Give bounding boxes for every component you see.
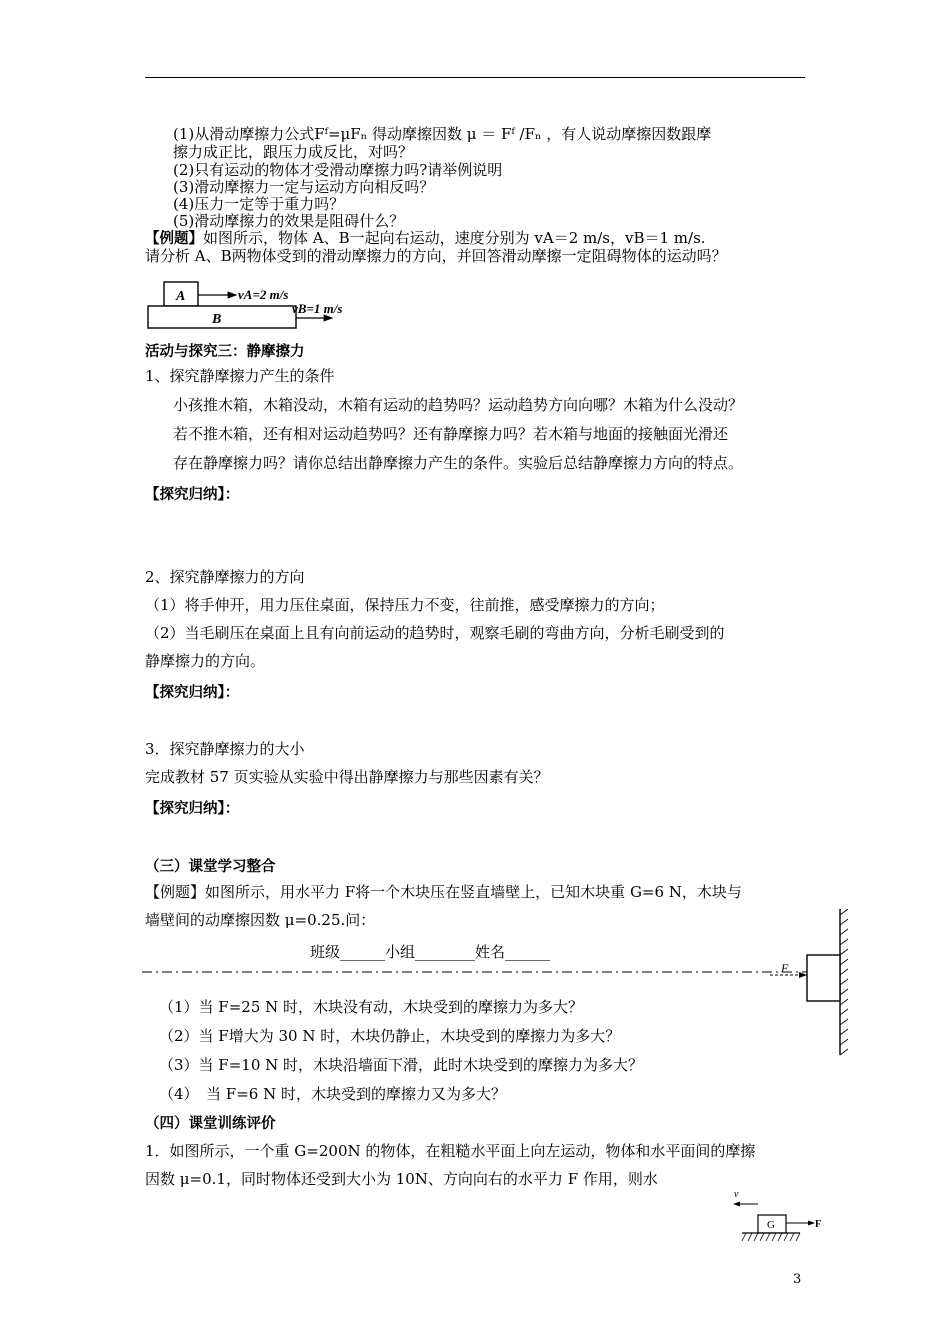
example1-text: 如图所示，物体 A、B一起向右运动，速度分别为 vA＝2 m/s，vB＝1 m/s. <box>203 229 706 247</box>
question-f10: （3）当 F=10 N 时，木块沿墙面下滑，此时木块受到的摩擦力为多大？ <box>159 1056 644 1074</box>
question-f6: （4） 当 F=6 N 时，木块受到的摩擦力又为多大？ <box>159 1085 506 1103</box>
weight-label: G <box>767 1219 775 1231</box>
question-3: (3)滑动摩擦力一定与运动方向相反吗？ <box>173 178 435 196</box>
s3-title: 3．探究静摩擦力的大小 <box>145 740 305 758</box>
fill-line: 班级______小组________姓名______ <box>310 943 551 961</box>
s1-para-2: 若不推木箱，还有相对运动趋势吗？还有静摩擦力吗？若木箱与地面的接触面光滑还 <box>173 425 729 443</box>
part3-title: （三）课堂学习整合 <box>145 859 276 875</box>
s2-para-3: 静摩擦力的方向。 <box>145 652 266 670</box>
question-4: (4)压力一定等于重力吗？ <box>173 195 345 213</box>
question-1b: 擦力成正比，跟压力成反比，对吗？ <box>173 143 414 161</box>
activity3-title: 活动与探究三：静摩擦力 <box>145 344 305 360</box>
question-f25: （1）当 F=25 N 时，木块没有动，木块受到的摩擦力为多大？ <box>159 998 584 1016</box>
s2-summary: 【探究归纳】： <box>145 685 240 701</box>
part4-title: （四）课堂训练评价 <box>145 1116 276 1132</box>
s2-para-2: （2）当毛刷压在桌面上且有向前运动的趋势时，观察毛刷的弯曲方向，分析毛刷受到的 <box>145 624 725 642</box>
ground-figure <box>728 1188 828 1250</box>
vb-label: vB=1 m/s <box>292 301 343 316</box>
velocity-label: v <box>734 1189 739 1200</box>
wooden-block <box>807 955 840 1001</box>
s1-title: 1、探究静摩擦力产生的条件 <box>145 367 335 385</box>
cut-line <box>140 970 810 974</box>
question-2: (2)只有运动的物体才受滑动摩擦力吗?请举例说明 <box>173 161 503 179</box>
wall-figure <box>760 905 855 1060</box>
s2-title: 2、探究静摩擦力的方向 <box>145 568 305 586</box>
s3-summary: 【探究归纳】： <box>145 801 240 817</box>
part4-line2: 因数 μ=0.1，同时物体还受到大小为 10N、方向向右的水平力 F 作用，则水 <box>145 1170 658 1188</box>
force-label: F <box>781 961 789 975</box>
s1-para-1: 小孩推木箱，木箱没动，木箱有运动的趋势吗？运动趋势方向向哪？木箱为什么没动？ <box>173 396 744 414</box>
part4-line1: 1．如图所示，一个重 G=200N 的物体，在粗糙水平面上向左运动，物体和水平面间的摩擦 <box>145 1142 756 1160</box>
example1-tag: 【例题】 <box>145 231 203 247</box>
question-5: (5)滑动摩擦力的效果是阻碍什么？ <box>173 212 405 230</box>
header-rule <box>145 77 805 78</box>
s3-para: 完成教材 57 页实验从实验中得出静摩擦力与那些因素有关？ <box>145 768 549 786</box>
question-1a: (1)从滑动摩擦力公式Fᶠ=μFₙ 得动摩擦因数 μ ＝ Fᶠ /Fₙ ，有人说动摩擦因数跟摩 <box>173 125 712 143</box>
page-number: 3 <box>793 1272 802 1287</box>
question-f30: （2）当 F增大为 30 N 时，木块仍静止，木块受到的摩擦力为多大？ <box>159 1027 621 1045</box>
va-label: vA=2 m/s <box>238 287 289 302</box>
force-f-label: F <box>815 1219 822 1230</box>
part3-line1: 【例题】如图所示，用水平力 F将一个木块压在竖直墙壁上，已知木块重 G=6 N，木块与 <box>145 883 742 901</box>
block-b-label: B <box>212 312 222 327</box>
blocks-figure <box>140 278 370 334</box>
s1-para-3: 存在静摩擦力吗？请你总结出静摩擦力产生的条件。实验后总结静摩擦力方向的特点。 <box>173 454 744 472</box>
s2-para-1: （1）将手伸开，用力压住桌面，保持压力不变，往前推，感受摩擦力的方向； <box>145 596 665 614</box>
block-a-label: A <box>176 289 186 304</box>
s1-summary: 【探究归纳】： <box>145 487 240 503</box>
example1-line2: 请分析 A、B两物体受到的滑动摩擦力的方向，并回答滑动摩擦一定阻碍物体的运动吗？ <box>145 247 727 265</box>
example1-line1 <box>145 229 706 249</box>
block-b <box>148 306 296 328</box>
part3-line2: 墙壁间的动摩擦因数 μ=0.25.问： <box>145 911 376 929</box>
